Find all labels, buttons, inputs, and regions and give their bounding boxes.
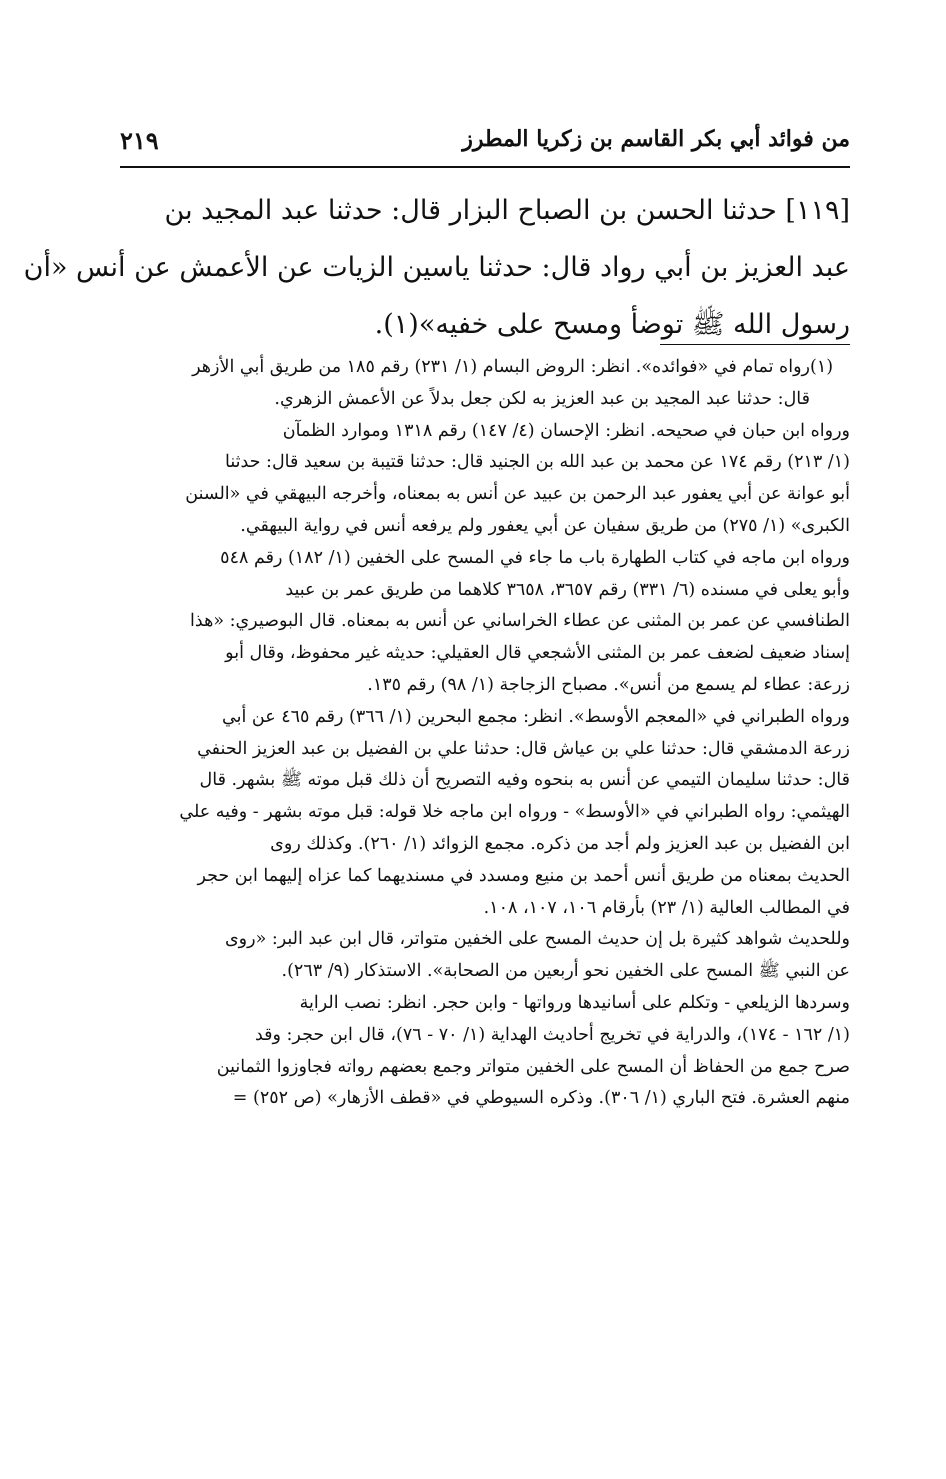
footnote-line: الطنافسي عن عمر بن المثنى عن عطاء الخراساني عن أنس به بمعناه. قال البوصيري: «هذا <box>190 611 850 632</box>
footnote-line: الهيثمي: رواه الطبراني في «الأوسط» - ورواه ابن ماجه خلا قوله: قبل موته بشهر - وفيه علي <box>179 802 850 823</box>
footnote-line: زرعة الدمشقي قال: حدثنا علي بن عياش قال: حدثنا علي بن الفضيل بن عبد العزيز الحنفي <box>197 738 850 759</box>
footnote-line: أبو عوانة عن أبي يعفور عبد الرحمن بن عبيد عن أنس به بمعناه، وأخرجه البيهقي في «السنن <box>185 484 850 505</box>
footnotes <box>120 352 850 1115</box>
footnote-line: زرعة: عطاء لم يسمع من أنس». مصباح الزجاجة (١/ ٩٨) رقم ١٣٥. <box>367 674 850 695</box>
footnote-separator <box>660 344 850 345</box>
footnote-line: (١/ ٢١٣) رقم ١٧٤ عن محمد بن عبد الله بن الجنيد قال: حدثنا قتيبة بن سعيد قال: حدثنا <box>225 452 850 473</box>
footnote-line: منهم العشرة. فتح الباري (١/ ٣٠٦). وذكره السيوطي في «قطف الأزهار» (ص ٢٥٢) = <box>232 1088 850 1109</box>
hadith-line: عبد العزيز بن أبي رواد قال: حدثنا ياسين الزيات عن الأعمش عن أنس «أن <box>23 252 850 283</box>
running-title: من فوائد أبي بكر القاسم بن زكريا المطرز <box>462 126 850 152</box>
footnote-line: الحديث بمعناه من طريق أنس أحمد بن منيع ومسدد في مسنديهما كما عزاه إليهما ابن حجر <box>197 865 850 886</box>
page-header <box>120 118 850 162</box>
footnote-line: وأبو يعلى في مسنده (٦/ ٣٣١) رقم ٣٦٥٧، ٣٦٥٨ كلاهما من طريق عمر بن عبيد <box>285 579 850 600</box>
footnote-line: صرح جمع من الحفاظ أن المسح على الخفين متواتر وجمع بعضهم رواته فجاوزوا الثمانين <box>216 1056 850 1077</box>
footnote-line: إسناد ضعيف لضعف عمر بن المثنى الأشجعي قال العقيلي: حديثه غير محفوظ، وقال أبو <box>225 643 850 664</box>
hadith-line: رسول الله ﷺ توضأ ومسح على خفيه»(١). <box>374 309 850 340</box>
header-rule <box>120 166 850 168</box>
footnote-line: (١) رواه تمام في «فوائده». انظر: الروض البسام (١/ ٢٣١) رقم ١٨٥ من طريق أبي الأزهر <box>120 352 850 384</box>
footnote-marker: (١) <box>810 357 834 377</box>
footnote-line: ابن الفضيل بن عبد العزيز ولم أجد من ذكره. مجمع الزوائد (١/ ٢٦٠). وكذلك روى <box>270 833 850 854</box>
hadith-line: [١١٩] حدثنا الحسن بن الصباح البزار قال: حدثنا عبد المجيد بن <box>164 195 850 226</box>
footnote-line: وسردها الزيلعي - وتكلم على أسانيدها ورواتها - وابن حجر. انظر: نصب الراية <box>299 992 850 1013</box>
footnote-line: ورواه ابن ماجه في كتاب الطهارة باب ما جاء في المسح على الخفين (١/ ١٨٢) رقم ٥٤٨ <box>220 547 850 568</box>
footnote-line: قال: حدثنا عبد المجيد بن عبد العزيز به لكن جعل بدلاً عن الأعمش الزهري. <box>274 388 810 409</box>
page-number: ٢١٩ <box>120 126 159 155</box>
footnote-line: وللحديث شواهد كثيرة بل إن حديث المسح على الخفين متواتر، قال ابن عبد البر: «روى <box>224 929 850 950</box>
footnote-line: ورواه ابن حبان في صحيحه. انظر: الإحسان (٤/ ١٤٧) رقم ١٣١٨ وموارد الظمآن <box>282 420 850 441</box>
footnote-line: (١/ ١٦٢ - ١٧٤)، والدراية في تخريج أحاديث الهداية (١/ ٧٠ - ٧٦)، قال ابن حجر: وقد <box>254 1024 850 1045</box>
footnote-line: قال: حدثنا سليمان التيمي عن أنس به بنحوه وفيه التصريح أن ذلك قبل موته ﷺ بشهر. قال <box>199 770 850 791</box>
hadith-text <box>23 182 850 353</box>
footnote-line: الكبرى» (١/ ٢٧٥) من طريق سفيان عن أبي يعفور ولم يرفعه أنس في رواية البيهقي. <box>240 515 850 536</box>
footnote-line: ورواه الطبراني في «المعجم الأوسط». انظر: مجمع البحرين (١/ ٣٦٦) رقم ٤٦٥ عن أبي <box>222 706 850 727</box>
footnote-line: عن النبي ﷺ المسح على الخفين نحو أربعين من الصحابة». الاستذكار (٩/ ٢٦٣). <box>281 961 850 982</box>
footnote-line: في المطالب العالية (١/ ٢٣) بأرقام ١٠٦، ١٠٧، ١٠٨. <box>483 897 850 918</box>
